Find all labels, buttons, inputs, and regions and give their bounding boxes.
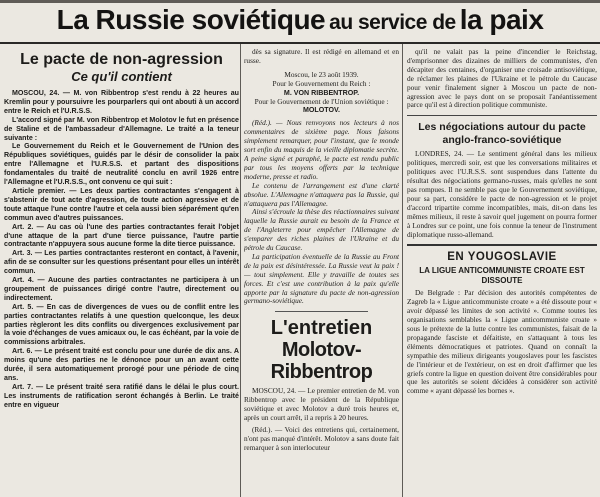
- pact-title: Le pacte de non-agression: [20, 51, 223, 68]
- commentary-paragraph: (Réd.). — Nous renvoyons nos lecteurs à nos commentaires de sixième page. Nous faisons simplement remarquer, pour l'instant, que le monde sort enfin du maquis de la vieille diplomatie secrète. A peine signé et paraphé, le pacte est rendu public par tous les moyens offerts par la technique moderne, presse et radio.: [244, 118, 399, 181]
- commentary-paragraph: Ainsi s'écroule la thèse des réactionnaires suivant laquelle la Russie aurait eu besoin de la France et de l'Angleterre pour empêcher l'Allemagne de s'emparer des riches plaines de l'Ukraine et du pétrole du Caucase.: [244, 207, 399, 253]
- negotiations-paragraph: LONDRES, 24. — Le sentiment général dans les milieux politiques, mercredi soir, est que les conversations militaires et politiques avec l'U.R.S.S. sont suspendues dans l'attente du résultat des négociations germano-russes, mais qu'elles ne sont pas rompues. Il ne semble pas que le Gouvernement soviétique, pour sa part, considère le pacte de non-agression et le projet d'accord tripartite comme incompatibles, mais, dit-on dans les mêmes milieux, il reste à savoir quel jugement on pourra former à Londres sur ce point, une fois connue la teneur de l'instrument diplomatique russo-allemand.: [407, 149, 597, 239]
- left-paragraph: Art. 3. — Les parties contractantes resteront en contact, à l'avenir, afin de se consulter sur les questions présentant pour elles un intérêt commun.: [4, 249, 239, 276]
- main-headline: [0, 4, 600, 42]
- column-divider-1: [240, 44, 241, 497]
- interview-headline: [244, 317, 399, 383]
- headline-part-2: au service de: [329, 11, 456, 34]
- yougoslavie-section: [407, 244, 597, 396]
- interview-title-1: L'entretien: [270, 317, 373, 340]
- section-rule: [407, 115, 597, 116]
- right-column: [407, 44, 597, 497]
- left-paragraph: Art. 2. — Au cas où l'une des parties contractantes ferait l'objet d'une attaque de la part d'une tierce puissance, l'autre partie contractante n'appuyera sous aucune forme la dite tierce puissance.: [4, 222, 239, 249]
- headline-part-1: La Russie soviétique: [56, 4, 326, 35]
- section-rule: [275, 311, 368, 312]
- pact-subtitle: Ce qu'il contient: [71, 69, 172, 84]
- left-paragraph: Art. 4. — Aucune des parties contractantes ne participera à un groupement de puissances dirigé contre l'autre, directement ou indirectement.: [4, 276, 239, 302]
- left-paragraph: MOSCOU, 24. — M. von Ribbentrop s'est rendu à 22 heures au Kremlin pour y poursuivre les pourparlers qui ont abouti à un accord entre le Reich et l'U.R.S.S.: [4, 89, 239, 115]
- middle-top-text: dès sa signature. Il est rédigé en allemand et en russe.: [244, 47, 399, 65]
- left-paragraph: Art. 5. — En cas de divergences de vues ou de conflit entre les parties contractantes relatifs à une question quelconque, les deux parties règleront les dits conflits ou divergences exclusivement par la voie d'échanges de vues amicaux ou, le cas échéant, par la voie de commissions arbitrales.: [4, 302, 239, 347]
- left-column: [4, 44, 239, 497]
- negotiations-headline: Les négociations autour du pacte anglo-franco-soviétique: [418, 121, 586, 146]
- reich-signatory: M. VON RIBBENTROP.: [283, 88, 360, 97]
- yougoslavie-headline: EN YOUGOSLAVIE: [447, 251, 557, 264]
- headline-part-3: la paix: [459, 4, 544, 35]
- left-paragraph: Art. 6. — Le présent traité est conclu pour une durée de dix ans. A moins qu'une des parties ne le dénonce pour un an avant cette durée, il sera automatiquement prorogé pour une période de cinq ans.: [4, 347, 239, 382]
- signing-date: Moscou, le 23 août 1939.: [284, 69, 359, 79]
- left-paragraph: Le Gouvernement du Reich et le Gouvernement de l'Union des Républiques soviétiques, guidés par le désir de consolider la paix entre l'Allemagne et l'U.R.S.S. et partant des dispositions fondamentales du traité de neutralité conclu en avril 1926 entre l'Allemagne et l'U.R.S.S., ont convenu ce qui suit :: [4, 142, 239, 187]
- middle-column: [244, 44, 399, 497]
- yougoslavie-paragraph: De Belgrade : Par décision des autorités compétentes de Zagreb la « Ligue anticommuniste croate » a été dissoute pour « avoir dépassé les limites de son activité ». Comme toutes les organisations semblables la « Ligue anticommuniste croate » sous le prétexte de la lutte contre les communistes, faisait de la propagande fasciste et défaitiste, en s'attaquant à tous les éléments démocratiques et patriotes. Quand on connaît la sympathie des milieux dirigeants yougoslaves pour les fascistes de l'intérieur et de l'extérieur, on est en droit d'affirmer que les griefs contre la ligue en question doivent être considérables pour que les autorités se soient décidées à considérer son activité comme « ayant dépassé les bornes ».: [407, 288, 597, 396]
- top-border: [0, 0, 600, 3]
- left-paragraph: Article premier. — Les deux parties contractantes s'engagent à s'abstenir de tout acte d'agression, de toute action agressive et de toute attaque l'une contre l'autre et cela aussi bien séparément qu'en commun avec d'autres puissances.: [4, 186, 239, 222]
- interview-paragraph: (Réd.). — Voici des entretiens qui, certainement, n'ont pas manqué d'intérêt. Molotov a sans doute fait remarquer à son interlocuteur: [244, 425, 399, 452]
- column-divider-2: [402, 44, 403, 497]
- right-top-text: qu'il ne valait pas la peine d'incendier le Reichstag, d'emprisonner des dizaines de milliers de communistes, d'en décapiter des centaines, d'organiser une croisade antisoviétique, de réclamer les plaines de l'Ukraine et le pétrole du Caucase pour venir finalement signer à Moscou un pacte de non-agression avec le pays dont on se proposait l'anéantissement parce qu'il est à direction politique communiste.: [407, 47, 597, 110]
- commentary-paragraph: Le contenu de l'arrangement est d'une clarté absolue. L'Allemagne n'attaquera pas la Russie, qui n'attaquera pas l'Allemagne.: [244, 180, 399, 208]
- left-paragraph: Art. 7. — Le présent traité sera ratifié dans le délai le plus court. Les instruments de ratification seront échangés à Berlin. Le traité entre en vigueur: [4, 382, 239, 409]
- commentary-paragraph: La participation éventuelle de la Russie au Front de la paix est désintéressée. La Russie veut la paix ! — tout simplement. Elle y travaille de toutes ses forces. Et c'est une contribution à la paix qu'elle apporte par la signature du pacte de non-agression germano-soviétique.: [244, 251, 399, 306]
- left-paragraph: L'accord signé par M. von Ribbentrop et Molotov le fut en présence de Staline et de l'ambassadeur d'Allemagne. Le traité a la teneur suivante :: [4, 115, 239, 142]
- ussr-line: Pour le Gouvernement de l'Union soviétique :: [254, 96, 389, 106]
- ligue-headline: LA LIGUE ANTICOMMUNISTE CROATE EST DISSOUTE: [419, 266, 585, 286]
- interview-title-2: Molotov-Ribbentrop: [270, 339, 373, 384]
- interview-paragraph: MOSCOU, 24. — Le premier entretien de M. von Ribbentrop avec le président de la République soviétique et avec Molotov a duré trois heures et, après un court arrêt, il a repris à 20 heures.: [244, 386, 399, 423]
- ussr-signatory: MOLOTOV.: [302, 106, 341, 115]
- reich-line: Pour le Gouvernement du Reich :: [272, 78, 371, 88]
